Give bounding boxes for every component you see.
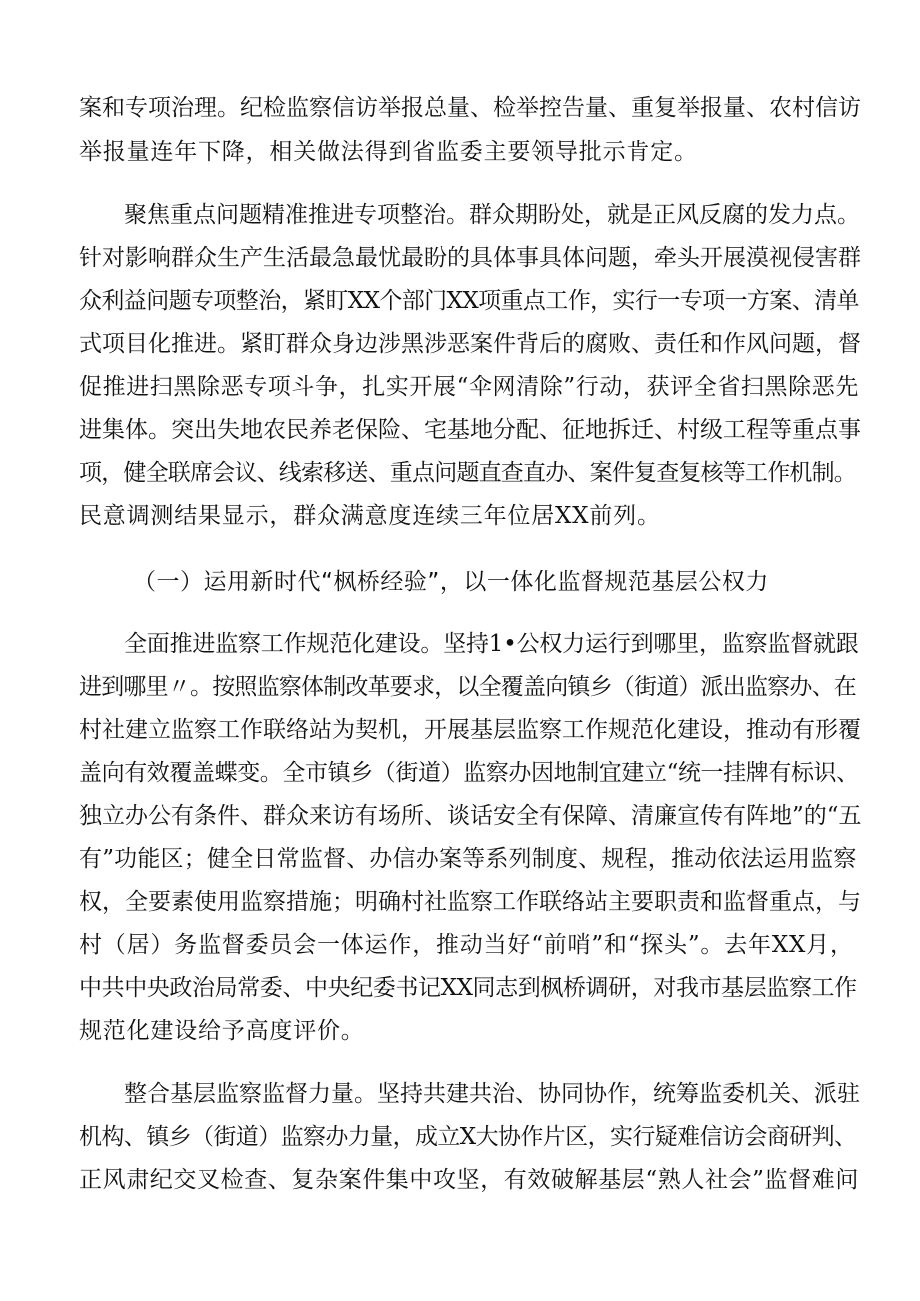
paragraph-3-line-3: 村社建立监察工作联络站为契机，开展基层监察工作规范化建设，推动有形覆 xyxy=(79,717,861,743)
paragraph-2-line-2: 针对影响群众生产生活最急最忧最盼的具体事具体问题，牵头开展漠视侵害群 xyxy=(79,245,861,271)
paragraph-2-line-7: 项，健全联席会议、线索移送、重点问题直查直办、案件复查复核等工作机制。 xyxy=(79,460,857,486)
paragraph-1-line-1: 案和专项治理。纪检监察信访举报总量、检举控告量、重复举报量、农村信访 xyxy=(79,95,861,121)
paragraph-2-line-5: 促推进扫黑除恶专项斗争，扎实开展“伞网清除”行动，获评全省扫黑除恶先 xyxy=(79,374,859,400)
paragraph-3-line-6: 有”功能区；健全日常监督、办信办案等系列制度、规程，推动依法运用监察 xyxy=(79,846,857,872)
paragraph-2-line-4: 式项目化推进。紧盯群众身边涉黑涉恶案件背后的腐败、责任和作风问题，督 xyxy=(79,331,861,357)
paragraph-2-line-6: 进集体。突出失地农民养老保险、宅基地分配、征地拆迁、村级工程等重点事 xyxy=(79,417,861,443)
paragraph-2-line-1: 聚焦重点问题精准推进专项整治。群众期盼处，就是正风反腐的发力点。 xyxy=(124,202,860,228)
section-heading: （一）运用新时代“枫桥经验”，以一体化监督规范基层公权力 xyxy=(133,569,769,595)
paragraph-3-line-4: 盖向有效覆盖蝶变。全市镇乡（街道）监察办因地制宜建立“统一挂牌有标识、 xyxy=(79,760,859,786)
paragraph-3-line-5: 独立办公有条件、群众来访有场所、谈话安全有保障、清廉宣传有阵地”的“五 xyxy=(79,803,862,829)
paragraph-2-line-8: 民意调测结果显示，群众满意度连续三年位居XX前列。 xyxy=(79,503,661,529)
paragraph-2-line-3: 众利益问题专项整治，紧盯XX个部门XX项重点工作，实行一专项一方案、清单 xyxy=(79,288,859,314)
paragraph-3-line-8: 村（居）务监督委员会一体运作，推动当好“前哨”和“探头”。去年XX月， xyxy=(79,932,854,958)
paragraph-3-line-7: 权，全要素使用监察措施；明确村社监察工作联络站主要职责和监督重点，与 xyxy=(79,889,861,915)
paragraph-1-line-2: 举报量连年下降，相关做法得到省监委主要领导批示肯定。 xyxy=(79,139,698,165)
paragraph-4-line-3: 正风肃纪交叉检查、复杂案件集中攻坚，有效破解基层“熟人社会”监督难问 xyxy=(79,1167,859,1193)
paragraph-3-line-2: 进到哪里〃。按照监察体制改革要求，以全覆盖向镇乡（街道）派出监察办、在 xyxy=(79,674,857,700)
paragraph-3-line-10: 规范化建设给予高度评价。 xyxy=(79,1018,365,1044)
paragraph-3-line-9: 中共中央政治局常委、中央纪委书记XX同志到枫桥调研，对我市基层监察工作 xyxy=(79,975,857,1001)
paragraph-4-line-1: 整合基层监察监督力量。坚持共建共治、协同协作，统筹监委机关、派驻 xyxy=(124,1081,860,1107)
paragraph-3-line-1: 全面推进监察工作规范化建设。坚持1•公权力运行到哪里，监察监督就跟 xyxy=(124,631,859,657)
paragraph-4-line-2: 机构、镇乡（街道）监察办力量，成立X大协作片区，实行疑难信访会商研判、 xyxy=(79,1124,857,1150)
